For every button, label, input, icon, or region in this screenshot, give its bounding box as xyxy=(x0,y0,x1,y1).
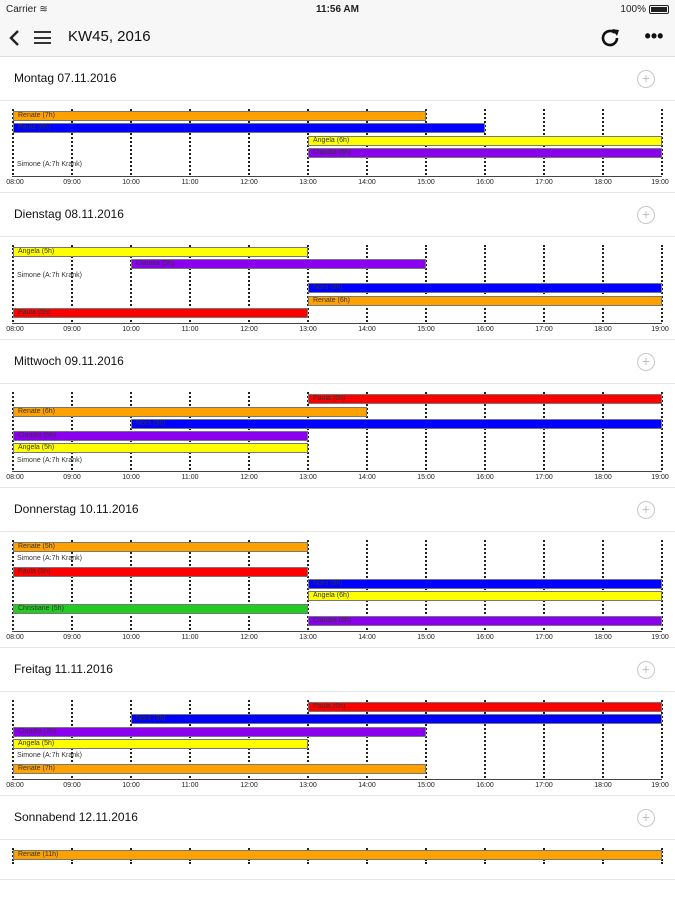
time-axis xyxy=(12,779,662,780)
time-tick-label: 09:00 xyxy=(63,634,81,642)
time-tick-label: 18:00 xyxy=(594,634,612,642)
time-tick-label: 19:00 xyxy=(651,781,669,789)
time-tick-label: 18:00 xyxy=(594,178,612,186)
add-shift-icon[interactable]: + xyxy=(637,206,655,224)
day-timeline xyxy=(0,532,675,648)
shift-bar[interactable]: Paula (5h) xyxy=(13,567,308,577)
shift-bar[interactable]: Renate (7h) xyxy=(13,111,426,121)
shift-bar[interactable]: Renate (5h) xyxy=(13,542,308,552)
time-tick-label: 09:00 xyxy=(63,326,81,334)
day-timeline xyxy=(0,101,675,193)
time-tick-label: 17:00 xyxy=(535,781,553,789)
add-shift-icon[interactable]: + xyxy=(637,501,655,519)
shift-bar[interactable]: Christiane (5h) xyxy=(13,604,308,614)
absence-note[interactable]: Simone (A:7h Krank) xyxy=(17,752,82,760)
time-tick-label: 09:00 xyxy=(63,474,81,482)
refresh-icon[interactable] xyxy=(598,26,622,50)
time-tick-label: 12:00 xyxy=(240,178,258,186)
time-tick-label: 12:00 xyxy=(240,781,258,789)
shift-bar[interactable]: Claudia (6h) xyxy=(308,148,662,158)
time-tick-label: 14:00 xyxy=(358,178,376,186)
time-tick-label: 14:00 xyxy=(358,634,376,642)
absence-note[interactable]: Simone (A:7h Krank) xyxy=(17,272,82,280)
shift-bar[interactable]: Renate (11h) xyxy=(13,850,662,860)
time-tick-label: 10:00 xyxy=(122,634,140,642)
shift-bar[interactable]: Paula (8h) xyxy=(13,123,485,133)
time-axis xyxy=(12,176,662,177)
time-tick-label: 08:00 xyxy=(6,474,24,482)
shift-bar[interactable]: Angela (5h) xyxy=(13,247,308,257)
hour-gridline xyxy=(248,540,250,630)
add-shift-icon[interactable]: + xyxy=(637,70,655,88)
absence-note[interactable]: Simone (A:7h Krank) xyxy=(17,456,82,464)
day-timeline xyxy=(0,384,675,488)
shift-bar[interactable]: Renate (7h) xyxy=(13,764,426,774)
time-tick-label: 13:00 xyxy=(299,634,317,642)
day-title: Mittwoch 09.11.2016 xyxy=(14,354,124,369)
add-shift-icon[interactable]: + xyxy=(637,353,655,371)
hour-gridline xyxy=(189,540,191,630)
time-tick-label: 18:00 xyxy=(594,781,612,789)
time-tick-label: 14:00 xyxy=(358,326,376,334)
day-title: Dienstag 08.11.2016 xyxy=(14,206,124,221)
shift-bar[interactable]: Paula (5h) xyxy=(13,308,308,318)
time-tick-label: 12:00 xyxy=(240,634,258,642)
day-header xyxy=(0,648,675,692)
time-tick-label: 09:00 xyxy=(63,178,81,186)
day-title: Montag 07.11.2016 xyxy=(14,71,117,85)
time-tick-label: 19:00 xyxy=(651,178,669,186)
time-tick-label: 08:00 xyxy=(6,781,24,789)
time-axis xyxy=(12,631,662,632)
time-tick-label: 16:00 xyxy=(476,178,494,186)
day-header xyxy=(0,340,675,384)
shift-bar[interactable]: Renate (6h) xyxy=(13,407,367,417)
hour-gridline xyxy=(130,540,132,630)
shift-bar[interactable]: Angela (5h) xyxy=(13,443,308,453)
time-tick-label: 15:00 xyxy=(417,474,435,482)
time-axis xyxy=(12,323,662,324)
add-shift-icon[interactable]: + xyxy=(637,809,655,827)
shift-bar[interactable]: Angela (6h) xyxy=(308,591,662,601)
time-tick-label: 13:00 xyxy=(299,178,317,186)
time-tick-label: 17:00 xyxy=(535,474,553,482)
time-tick-label: 14:00 xyxy=(358,474,376,482)
time-tick-label: 10:00 xyxy=(122,326,140,334)
status-time: 11:56 AM xyxy=(316,4,359,15)
wifi-icon: ≋ xyxy=(39,4,48,15)
time-tick-label: 11:00 xyxy=(181,781,199,789)
time-tick-label: 11:00 xyxy=(181,634,199,642)
day-title: Sonnabend 12.11.2016 xyxy=(14,809,138,824)
shift-bar[interactable]: Claudia (7h) xyxy=(13,727,426,737)
time-tick-label: 12:00 xyxy=(240,326,258,334)
time-tick-label: 11:00 xyxy=(181,326,199,334)
absence-note[interactable]: Simone (A:7h Krank) xyxy=(17,161,82,169)
shift-bar[interactable]: Paula (6h) xyxy=(308,702,662,712)
status-bar xyxy=(0,0,675,20)
day-header xyxy=(0,193,675,237)
navigation-bar xyxy=(0,20,675,57)
shift-bar[interactable]: Nora (9h) xyxy=(131,714,662,724)
time-tick-label: 13:00 xyxy=(299,781,317,789)
battery-indicator: 100% xyxy=(620,4,669,15)
shift-bar[interactable]: Claudia (5h) xyxy=(131,259,426,269)
time-tick-label: 08:00 xyxy=(6,326,24,334)
add-shift-icon[interactable]: + xyxy=(637,661,655,679)
shift-bar[interactable]: Nora (6h) xyxy=(308,579,662,589)
time-tick-label: 15:00 xyxy=(417,326,435,334)
time-tick-label: 08:00 xyxy=(6,178,24,186)
time-tick-label: 19:00 xyxy=(651,326,669,334)
time-tick-label: 16:00 xyxy=(476,781,494,789)
shift-bar[interactable]: Angela (5h) xyxy=(13,739,308,749)
time-axis xyxy=(12,471,662,472)
time-tick-label: 17:00 xyxy=(535,178,553,186)
day-title: Freitag 11.11.2016 xyxy=(14,662,113,677)
time-tick-label: 10:00 xyxy=(122,781,140,789)
day-header xyxy=(0,796,675,840)
shift-bar[interactable]: Renate (6h) xyxy=(308,296,662,306)
day-timeline xyxy=(0,840,675,880)
time-tick-label: 19:00 xyxy=(651,474,669,482)
time-tick-label: 12:00 xyxy=(240,474,258,482)
shift-bar[interactable]: Claudia (6h) xyxy=(308,616,662,626)
time-tick-label: 16:00 xyxy=(476,474,494,482)
shift-bar[interactable]: Nora (9h) xyxy=(131,419,662,429)
day-timeline xyxy=(0,692,675,796)
time-tick-label: 10:00 xyxy=(122,178,140,186)
day-title: Donnerstag 10.11.2016 xyxy=(14,502,139,517)
time-tick-label: 13:00 xyxy=(299,326,317,334)
time-tick-label: 15:00 xyxy=(417,781,435,789)
shift-bar[interactable]: Claudia (5h) xyxy=(13,431,308,441)
battery-icon xyxy=(649,5,669,14)
time-tick-label: 14:00 xyxy=(358,781,376,789)
page-title: KW45, 2016 xyxy=(68,28,151,45)
time-tick-label: 11:00 xyxy=(181,474,199,482)
week-schedule-list xyxy=(0,57,675,880)
day-header xyxy=(0,488,675,532)
more-options-icon[interactable]: ••• xyxy=(644,26,664,46)
carrier-label: Carrier ≋ xyxy=(6,4,48,15)
shift-bar[interactable]: Angela (6h) xyxy=(308,136,662,146)
time-tick-label: 15:00 xyxy=(417,634,435,642)
shift-bar[interactable]: Nora (6h) xyxy=(308,283,662,293)
back-chevron-icon[interactable] xyxy=(8,28,22,48)
time-tick-label: 18:00 xyxy=(594,326,612,334)
shift-bar[interactable]: Paula (6h) xyxy=(308,394,662,404)
time-tick-label: 15:00 xyxy=(417,178,435,186)
absence-note[interactable]: Simone (A:7h Krank) xyxy=(17,555,82,563)
time-tick-label: 10:00 xyxy=(122,474,140,482)
day-header xyxy=(0,57,675,101)
hamburger-menu-icon[interactable] xyxy=(34,31,51,44)
time-tick-label: 19:00 xyxy=(651,634,669,642)
time-tick-label: 09:00 xyxy=(63,781,81,789)
time-tick-label: 17:00 xyxy=(535,634,553,642)
time-tick-label: 13:00 xyxy=(299,474,317,482)
time-tick-label: 16:00 xyxy=(476,326,494,334)
time-tick-label: 08:00 xyxy=(6,634,24,642)
time-tick-label: 18:00 xyxy=(594,474,612,482)
day-timeline xyxy=(0,237,675,341)
time-tick-label: 16:00 xyxy=(476,634,494,642)
time-tick-label: 17:00 xyxy=(535,326,553,334)
time-tick-label: 11:00 xyxy=(181,178,199,186)
